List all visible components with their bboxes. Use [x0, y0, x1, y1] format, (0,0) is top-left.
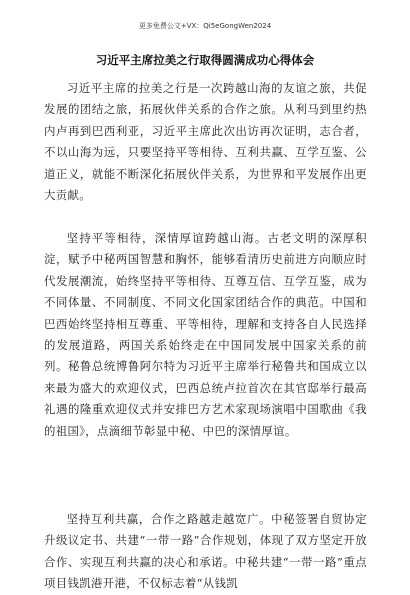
- paragraph-intro: 习近平主席的拉美之行是一次跨越山海的友谊之旅，共促发展的团结之旅，拓展伙伴关系的合作之旅。从利马到里约热内卢再到巴西利亚，习近平主席此次出访再次证明，志合者，不以山海为远，只要坚持平等相待、互利共赢、互学互鉴、公道正义，就能不断深化拓展伙伴关系，为世界和平发展作出更大贡献。: [44, 81, 367, 203]
- paragraph-equality: 坚持平等相待，深情厚谊跨越山海。古老文明的深厚积淀，赋予中秘两国智慧和胸怀，能够看清历史前进方向顺应时代发展潮流，始终坚持平等相待、互尊互信、互学互鉴，成为不同体量、不同制度、不同文化国家团结合作的典范。中国和巴西始终坚持相互尊重、平等相待，理解和支持各自人民选择的发展道路，两国关系始终走在中国同发展中国家关系的前列。秘鲁总统博鲁阿尔特为习近平主席举行秘鲁共和国成立以来最为盛大的欢迎仪式，巴西总统卢拉首次在其官邸举行最高礼遇的隆重欢迎仪式并安排巴方艺术家现场演唱中国歌曲《我的祖国》，点滴细节彰显中秘、中巴的深情厚谊。: [44, 231, 367, 438]
- paragraph-mutual-benefit: 坚持互利共赢，合作之路越走越宽广。中秘签署自贸协定升级议定书、共建“一带一路”合作规划，体现了双方坚定开放合作、实现互利共赢的决心和承诺。中秘共建“一带一路”重点项目钱凯港开港，不仅标志着“从钱凯: [44, 512, 367, 591]
- document-title: 习近平主席拉美之行取得圆满成功心得体会: [95, 53, 315, 67]
- header-note: 更多免费公文+VX：Qi5eGongWen2024: [138, 22, 272, 30]
